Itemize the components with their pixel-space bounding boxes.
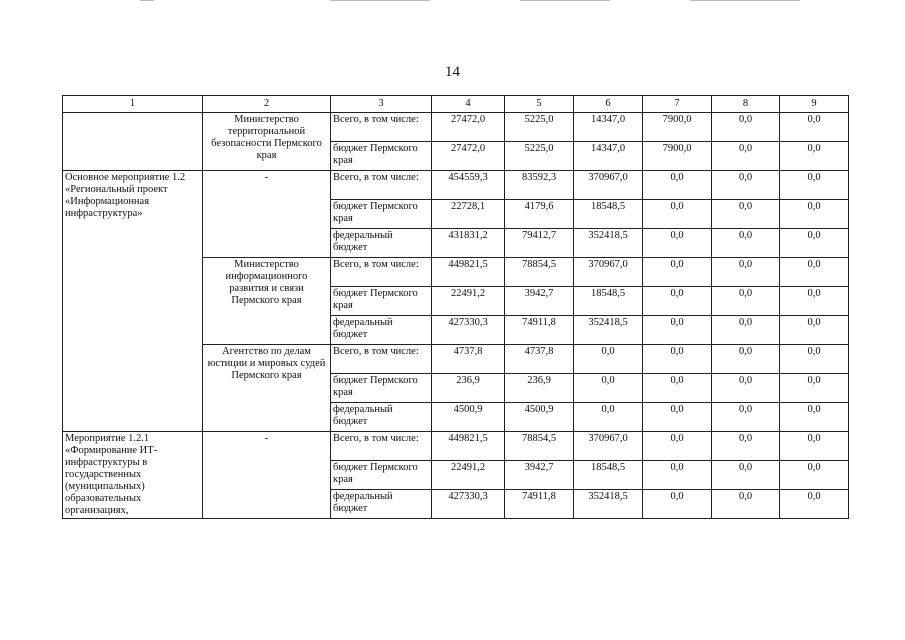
amount-cell: 27472,0 — [432, 113, 505, 142]
amount-cell: 0,0 — [643, 258, 712, 287]
amount-cell: 14347,0 — [574, 142, 643, 171]
event-name-cell: Основное мероприятие 1.2 «Региональный проект «Информационная инфраструктура» — [63, 171, 203, 432]
budget-table — [62, 95, 849, 519]
amount-cell: 0,0 — [780, 142, 849, 171]
amount-cell: 0,0 — [780, 113, 849, 142]
scan-edge-line — [690, 0, 800, 1]
column-number: 1 — [63, 96, 203, 113]
table-body — [63, 113, 849, 519]
table-row — [63, 171, 849, 200]
funding-source-cell: Всего, в том числе: — [331, 113, 432, 142]
funding-source-cell: Всего, в том числе: — [331, 258, 432, 287]
amount-cell: 0,0 — [780, 432, 849, 461]
column-number: 4 — [432, 96, 505, 113]
amount-cell: 74911,8 — [505, 490, 574, 519]
amount-cell: 370967,0 — [574, 171, 643, 200]
amount-cell: 0,0 — [643, 200, 712, 229]
column-number: 8 — [712, 96, 780, 113]
amount-cell: 431831,2 — [432, 229, 505, 258]
amount-cell: 22491,2 — [432, 287, 505, 316]
column-number: 5 — [505, 96, 574, 113]
amount-cell: 0,0 — [643, 171, 712, 200]
funding-source-cell: Всего, в том числе: — [331, 171, 432, 200]
amount-cell: 4737,8 — [432, 345, 505, 374]
scan-edge-line — [520, 0, 610, 1]
amount-cell: 3942,7 — [505, 461, 574, 490]
amount-cell: 352418,5 — [574, 490, 643, 519]
amount-cell: 4737,8 — [505, 345, 574, 374]
page-number: 14 — [445, 64, 460, 80]
amount-cell: 0,0 — [574, 403, 643, 432]
funding-source-cell: федеральный бюджет — [331, 229, 432, 258]
event-name-cell — [63, 113, 203, 171]
amount-cell: 0,0 — [780, 316, 849, 345]
amount-cell: 0,0 — [712, 171, 780, 200]
executor-cell: Министерство информационного развития и связи Пермского края — [203, 258, 331, 345]
column-number: 7 — [643, 96, 712, 113]
amount-cell: 0,0 — [780, 374, 849, 403]
funding-source-cell: бюджет Пермского края — [331, 287, 432, 316]
amount-cell: 449821,5 — [432, 258, 505, 287]
amount-cell: 0,0 — [780, 345, 849, 374]
amount-cell: 427330,3 — [432, 316, 505, 345]
amount-cell: 0,0 — [780, 287, 849, 316]
column-number: 3 — [331, 96, 432, 113]
funding-source-cell: федеральный бюджет — [331, 490, 432, 519]
amount-cell: 0,0 — [643, 316, 712, 345]
amount-cell: 22728,1 — [432, 200, 505, 229]
amount-cell: 78854,5 — [505, 432, 574, 461]
executor-cell: Агентство по делам юстиции и мировых судей Пермского края — [203, 345, 331, 432]
amount-cell: 0,0 — [712, 287, 780, 316]
amount-cell: 79412,7 — [505, 229, 574, 258]
executor-cell: Министерство территориальной безопасности Пермского края — [203, 113, 331, 171]
amount-cell: 78854,5 — [505, 258, 574, 287]
amount-cell: 0,0 — [712, 229, 780, 258]
amount-cell: 0,0 — [643, 490, 712, 519]
scan-edge-line — [140, 0, 154, 1]
amount-cell: 18548,5 — [574, 200, 643, 229]
event-name-cell: Мероприятие 1.2.1 «Формирование ИТ-инфраструктуры в государственных (муниципальных) образовательных организациях, — [63, 432, 203, 519]
amount-cell: 0,0 — [712, 142, 780, 171]
table-row — [63, 432, 849, 461]
amount-cell: 449821,5 — [432, 432, 505, 461]
column-number: 2 — [203, 96, 331, 113]
amount-cell: 0,0 — [712, 403, 780, 432]
amount-cell: 18548,5 — [574, 461, 643, 490]
amount-cell: 5225,0 — [505, 113, 574, 142]
amount-cell: 14347,0 — [574, 113, 643, 142]
amount-cell: 0,0 — [712, 345, 780, 374]
amount-cell: 0,0 — [780, 490, 849, 519]
amount-cell: 352418,5 — [574, 316, 643, 345]
amount-cell: 83592,3 — [505, 171, 574, 200]
amount-cell: 0,0 — [780, 200, 849, 229]
amount-cell: 0,0 — [712, 113, 780, 142]
amount-cell: 27472,0 — [432, 142, 505, 171]
amount-cell: 0,0 — [712, 200, 780, 229]
amount-cell: 0,0 — [574, 374, 643, 403]
amount-cell: 4500,9 — [505, 403, 574, 432]
column-number: 9 — [780, 96, 849, 113]
amount-cell: 0,0 — [643, 403, 712, 432]
amount-cell: 18548,5 — [574, 287, 643, 316]
amount-cell: 7900,0 — [643, 113, 712, 142]
funding-source-cell: Всего, в том числе: — [331, 345, 432, 374]
column-number: 6 — [574, 96, 643, 113]
amount-cell: 370967,0 — [574, 258, 643, 287]
amount-cell: 22491,2 — [432, 461, 505, 490]
scan-edge-line — [330, 0, 430, 1]
funding-source-cell: бюджет Пермского края — [331, 142, 432, 171]
amount-cell: 4500,9 — [432, 403, 505, 432]
amount-cell: 0,0 — [643, 345, 712, 374]
funding-source-cell: Всего, в том числе: — [331, 432, 432, 461]
funding-source-cell: бюджет Пермского края — [331, 200, 432, 229]
amount-cell: 0,0 — [712, 258, 780, 287]
amount-cell: 236,9 — [432, 374, 505, 403]
amount-cell: 5225,0 — [505, 142, 574, 171]
amount-cell: 454559,3 — [432, 171, 505, 200]
amount-cell: 0,0 — [643, 432, 712, 461]
amount-cell: 74911,8 — [505, 316, 574, 345]
amount-cell: 7900,0 — [643, 142, 712, 171]
amount-cell: 0,0 — [643, 229, 712, 258]
amount-cell: 370967,0 — [574, 432, 643, 461]
amount-cell: 0,0 — [780, 258, 849, 287]
amount-cell: 0,0 — [643, 287, 712, 316]
amount-cell: 0,0 — [643, 374, 712, 403]
funding-source-cell: бюджет Пермского края — [331, 461, 432, 490]
amount-cell: 0,0 — [712, 432, 780, 461]
column-number-row — [63, 96, 849, 113]
amount-cell: 0,0 — [780, 403, 849, 432]
amount-cell: 0,0 — [780, 461, 849, 490]
funding-source-cell: федеральный бюджет — [331, 316, 432, 345]
amount-cell: 3942,7 — [505, 287, 574, 316]
amount-cell: 0,0 — [712, 490, 780, 519]
amount-cell: 0,0 — [712, 316, 780, 345]
amount-cell: 427330,3 — [432, 490, 505, 519]
amount-cell: 0,0 — [712, 461, 780, 490]
executor-cell: - — [203, 171, 331, 258]
funding-source-cell: федеральный бюджет — [331, 403, 432, 432]
table-row — [63, 113, 849, 142]
executor-cell: - — [203, 432, 331, 519]
amount-cell: 0,0 — [574, 345, 643, 374]
funding-source-cell: бюджет Пермского края — [331, 374, 432, 403]
amount-cell: 0,0 — [712, 374, 780, 403]
amount-cell: 0,0 — [643, 461, 712, 490]
amount-cell: 0,0 — [780, 229, 849, 258]
amount-cell: 4179,6 — [505, 200, 574, 229]
amount-cell: 0,0 — [780, 171, 849, 200]
amount-cell: 352418,5 — [574, 229, 643, 258]
amount-cell: 236,9 — [505, 374, 574, 403]
